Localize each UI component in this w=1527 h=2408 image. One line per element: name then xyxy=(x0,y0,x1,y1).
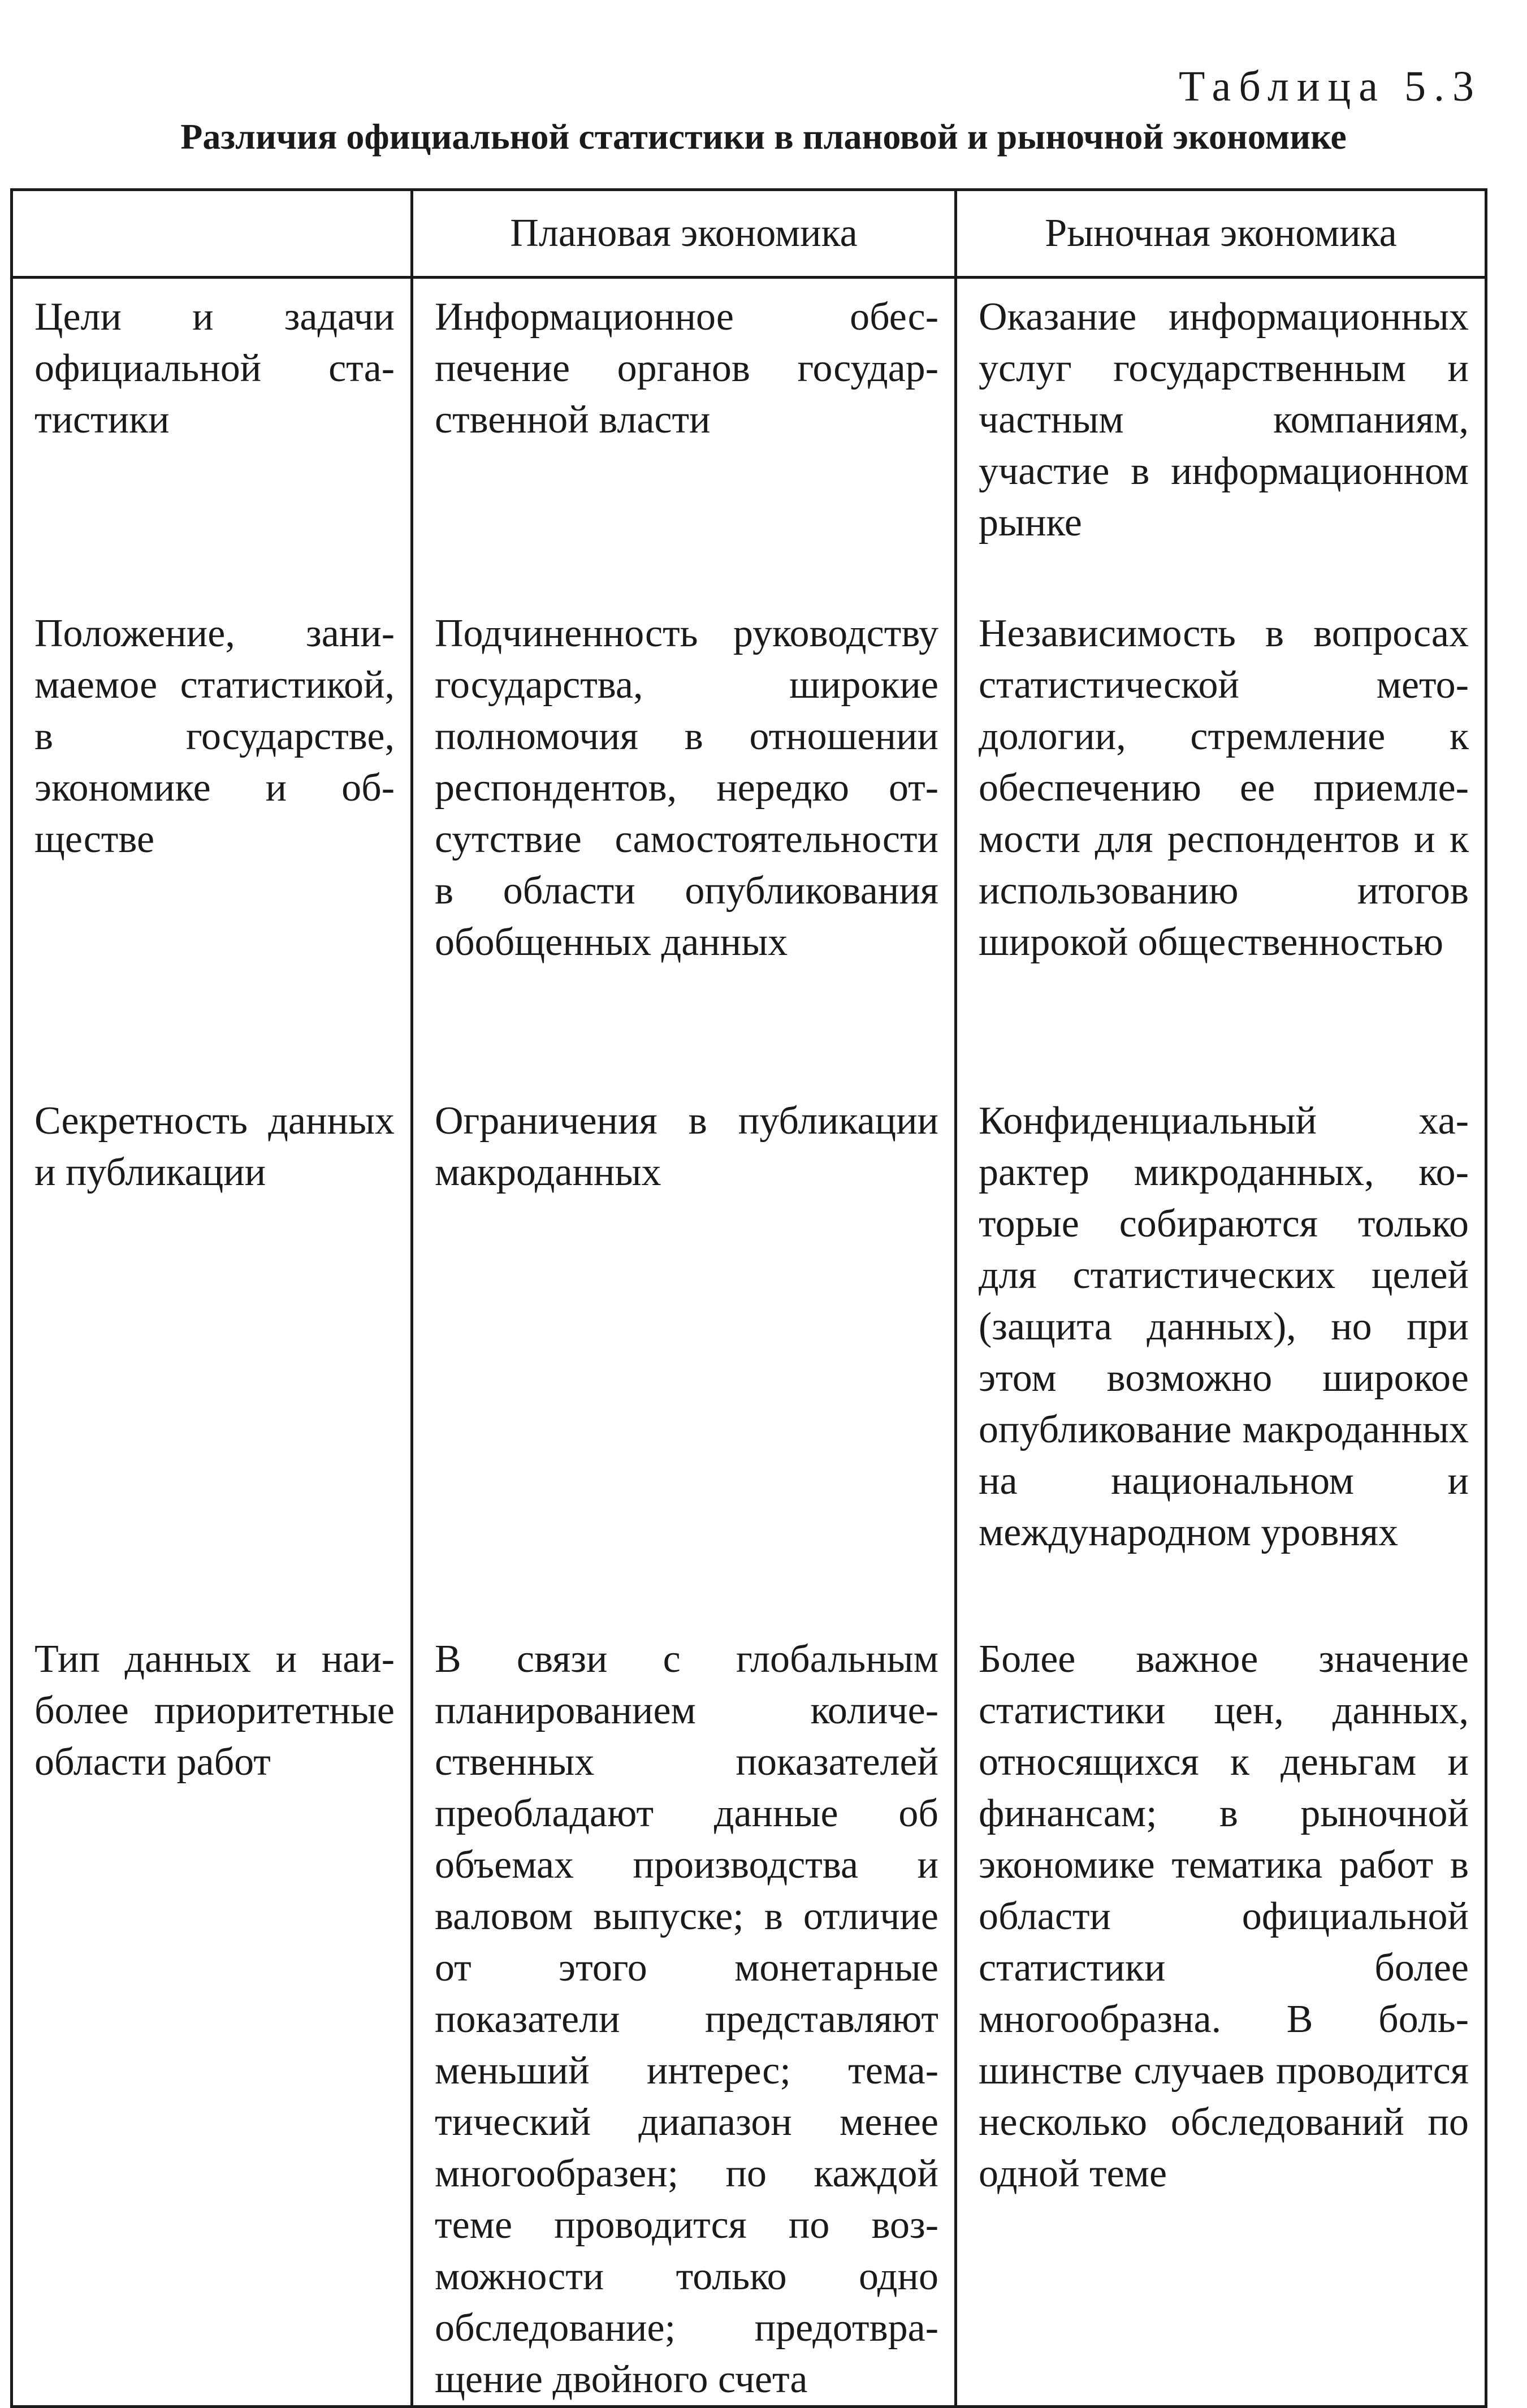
planned-cell: Подчиненность руководству государства, широкие полномочия в отношении респондентов, нередко отсутствие самостоятельности в области опубликования обобщенных данных xyxy=(412,595,956,1083)
table-row xyxy=(12,278,1486,596)
aspect-cell: Положение, занимаемое статистикой, в государстве, экономике и обществе xyxy=(12,595,412,1083)
aspect-cell: Тип данных и наиболее приоритетные области работ xyxy=(12,1621,412,2407)
table-row xyxy=(12,595,1486,1083)
comparison-table xyxy=(10,188,1487,2408)
planned-cell: Информационное обеспечение органов государственной власти xyxy=(412,278,956,596)
table-row xyxy=(12,1083,1486,1621)
planned-cell: В связи с глобальным планированием количественных показателей преобладают данные об объемах производства и валовом выпуске; в отличие от этого монетарные показатели представляют меньший интерес; тематический диапазон менее многообразен; по каждой теме проводится по возможности только одно обследование; предотвращение двойного счета xyxy=(412,1621,956,2407)
header-market-economy: Рыночная экономика xyxy=(956,190,1486,278)
planned-cell: Ограничения в публикации макроданных xyxy=(412,1083,956,1621)
market-cell: Конфиденциальный характер микроданных, которые собираются только для статистических целей (защита данных), но при этом возможно широкое опубликование макроданных на национальном и международном уровнях xyxy=(956,1083,1486,1621)
aspect-cell: Секретность данных и публикации xyxy=(12,1083,412,1621)
table-number: Таблица 5.3 xyxy=(1178,63,1482,110)
market-cell: Более важное значение статистики цен, данных, относящихся к деньгам и финансам; в рыночной экономике тематика работ в области официальной статистики более многообразна. В большинстве случаев проводится несколько обследований по одной теме xyxy=(956,1621,1486,2407)
market-cell: Оказание информационных услуг государственным и частным компаниям, участие в информационном рынке xyxy=(956,278,1486,596)
market-cell: Независимость в вопросах статистической методологии, стремление к обеспечению ее приемлемости для респондентов и к использованию итогов широкой общественностью xyxy=(956,595,1486,1083)
header-planned-economy: Плановая экономика xyxy=(412,190,956,278)
aspect-cell: Цели и задачи официальной статистики xyxy=(12,278,412,596)
table-title: Различия официальной статистики в плановой и рыночной экономике xyxy=(180,116,1347,157)
table-header-row xyxy=(12,190,1486,278)
header-aspect xyxy=(12,190,412,278)
table-row xyxy=(12,1621,1486,2407)
